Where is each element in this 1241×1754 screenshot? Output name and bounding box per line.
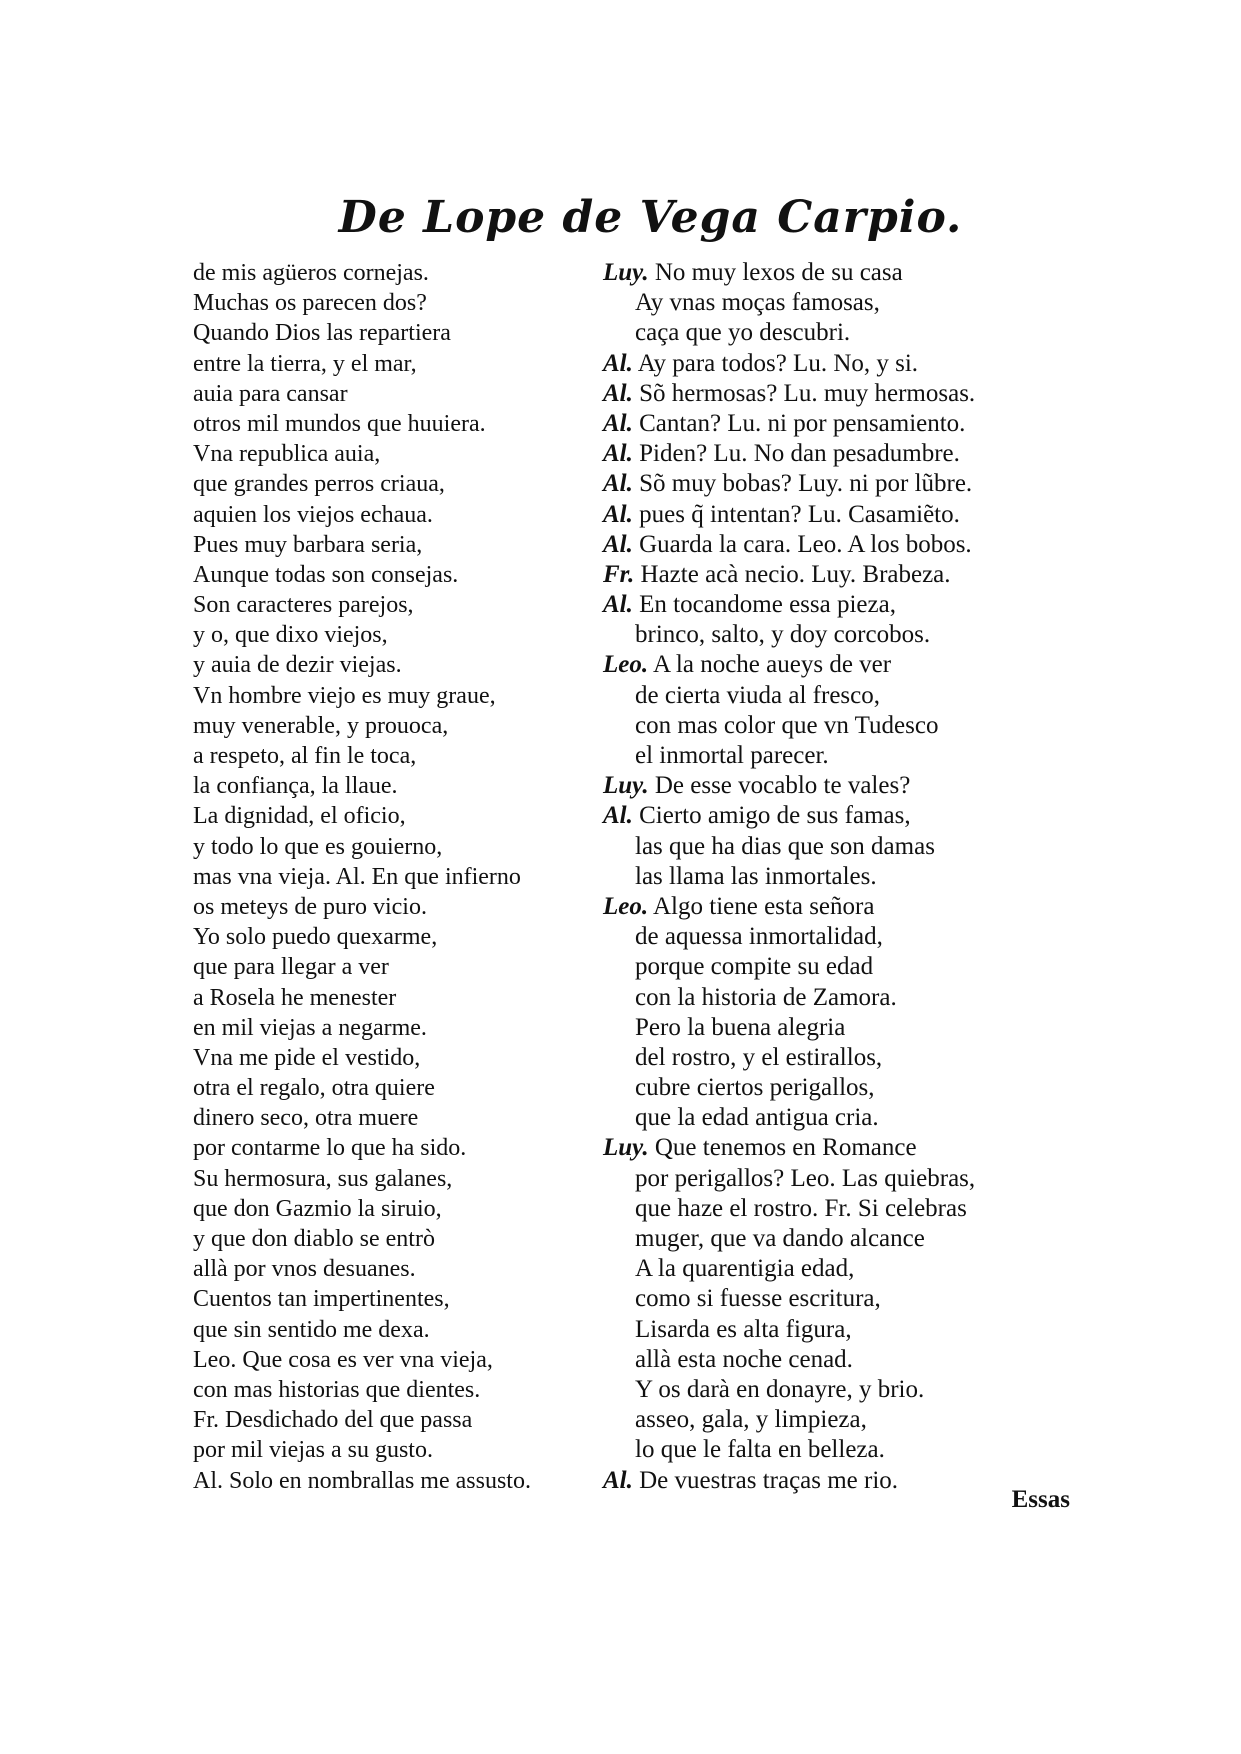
verse-text: A la noche aueys de ver bbox=[648, 651, 892, 679]
verse-line bbox=[603, 741, 1073, 771]
verse-text: pues q̃ intentan? Lu. Casamiẽto. bbox=[632, 500, 960, 528]
verse-line bbox=[603, 711, 1073, 741]
page-header: De Lope de Vega Carpio. bbox=[338, 192, 963, 243]
verse-line: y o, que dixo viejos, bbox=[193, 622, 388, 649]
verse-text: A la quarentigia edad, bbox=[635, 1255, 855, 1283]
verse-line: dinero seco, otra muere bbox=[193, 1105, 419, 1132]
verse-line: Pues muy barbara seria, bbox=[193, 531, 423, 558]
verse-text: de cierta viuda al fresco, bbox=[635, 681, 881, 709]
verse-line: auia para cansar bbox=[193, 380, 348, 407]
verse-line: Yo solo puedo quexarme, bbox=[193, 924, 438, 951]
verse-text: Algo tiene esta señora bbox=[648, 892, 875, 920]
verse-line: Leo. Que cosa es ver vna vieja, bbox=[193, 1346, 493, 1373]
speaker-label: Al. bbox=[603, 500, 633, 528]
verse-text: de aquessa inmortalidad, bbox=[635, 923, 883, 951]
verse-line bbox=[603, 349, 1073, 379]
verse-line: aquien los viejos echaua. bbox=[193, 501, 433, 528]
verse-line: en mil viejas a negarme. bbox=[193, 1014, 427, 1041]
verse-line bbox=[603, 258, 1073, 288]
verse-line: la confiança, la llaue. bbox=[193, 773, 398, 800]
verse-text: del rostro, y el estirallos, bbox=[635, 1043, 883, 1071]
verse-line: a respeto, al fin le toca, bbox=[193, 743, 417, 769]
verse-line: por mil viejas a su gusto. bbox=[193, 1437, 433, 1464]
verse-line bbox=[603, 862, 1073, 892]
speaker-label: Al. bbox=[603, 409, 633, 437]
verse-line bbox=[603, 1254, 1073, 1284]
verse-line bbox=[603, 1405, 1073, 1435]
verse-text: De vuestras traças me rio. bbox=[632, 1466, 899, 1494]
verse-line bbox=[603, 439, 1073, 469]
verse-line bbox=[603, 922, 1073, 952]
verse-text: Hazte acà necio. Luy. Brabeza. bbox=[634, 560, 951, 588]
catchword: Essas bbox=[1011, 1486, 1070, 1513]
verse-line: Al. Solo en nombrallas me assusto. bbox=[193, 1467, 531, 1494]
verse-text: que la edad antigua cria. bbox=[635, 1104, 879, 1132]
speaker-label: Al. bbox=[603, 591, 633, 619]
speaker-label: Al. bbox=[603, 530, 633, 558]
verse-line: mas vna vieja. Al. En que infierno bbox=[193, 863, 521, 890]
verse-line bbox=[603, 379, 1073, 409]
speaker-label: Al. bbox=[603, 470, 633, 498]
verse-text: brinco, salto, y doy corcobos. bbox=[635, 621, 931, 649]
speaker-label: Al. bbox=[603, 802, 633, 830]
verse-line bbox=[603, 288, 1073, 318]
right-column bbox=[603, 258, 1073, 1496]
verse-text: Ay vnas moças famosas, bbox=[635, 289, 880, 317]
verse-text: las llama las inmortales. bbox=[635, 862, 877, 890]
verse-line bbox=[603, 1315, 1073, 1345]
speaker-label: Al. bbox=[603, 1466, 633, 1494]
verse-text: Sõ muy bobas? Luy. ni por lũbre. bbox=[632, 470, 973, 498]
verse-line bbox=[603, 952, 1073, 982]
verse-line bbox=[603, 500, 1073, 530]
speaker-label: Fr. bbox=[603, 560, 635, 588]
verse-line: Vn hombre viejo es muy graue, bbox=[193, 682, 496, 709]
verse-line bbox=[603, 771, 1073, 801]
verse-text: con mas color que vn Tudesco bbox=[635, 711, 939, 739]
verse-line bbox=[603, 1345, 1073, 1375]
verse-line bbox=[603, 590, 1073, 620]
verse-line: entre la tierra, y el mar, bbox=[193, 350, 417, 377]
verse-line bbox=[603, 892, 1073, 922]
verse-text: Pero la buena alegria bbox=[635, 1013, 846, 1041]
verse-line bbox=[603, 983, 1073, 1013]
verse-line: Quando Dios las repartiera bbox=[193, 320, 451, 347]
verse-line bbox=[603, 318, 1073, 348]
verse-line: Vna republica auia, bbox=[193, 441, 381, 468]
verse-line: La dignidad, el oficio, bbox=[193, 803, 406, 830]
verse-line bbox=[603, 1194, 1073, 1224]
verse-line bbox=[603, 469, 1073, 499]
verse-line: por contarme lo que ha sido. bbox=[193, 1135, 467, 1162]
verse-line: Son caracteres parejos, bbox=[193, 592, 414, 619]
speaker-label: Luy. bbox=[603, 259, 649, 286]
verse-text: las que ha dias que son damas bbox=[635, 832, 935, 860]
verse-line bbox=[603, 1224, 1073, 1254]
verse-line bbox=[603, 832, 1073, 862]
verse-text: Sõ hermosas? Lu. muy hermosas. bbox=[632, 379, 976, 407]
verse-line: os meteys de puro vicio. bbox=[193, 893, 427, 920]
verse-text: Lisarda es alta figura, bbox=[635, 1315, 852, 1343]
verse-line: y auia de dezir viejas. bbox=[193, 652, 402, 679]
verse-text: porque compite su edad bbox=[635, 953, 874, 981]
verse-text: caça que yo descubri. bbox=[635, 319, 851, 347]
verse-line bbox=[603, 620, 1073, 650]
verse-text: asseo, gala, y limpieza, bbox=[635, 1406, 867, 1434]
verse-line bbox=[603, 409, 1073, 439]
speaker-label: Luy. bbox=[603, 1134, 649, 1162]
left-column bbox=[193, 258, 593, 1496]
verse-line: y todo lo que es gouierno, bbox=[193, 833, 443, 860]
verse-line: otra el regalo, otra quiere bbox=[193, 1075, 435, 1102]
verse-line: de mis agüeros cornejas. bbox=[193, 260, 429, 286]
verse-line: que sin sentido me dexa. bbox=[193, 1316, 430, 1343]
verse-line: a Rosela he menester bbox=[193, 984, 397, 1011]
verse-text: Guarda la cara. Leo. A los bobos. bbox=[632, 530, 972, 558]
verse-text: el inmortal parecer. bbox=[635, 742, 829, 769]
verse-line: muy venerable, y prouoca, bbox=[193, 712, 449, 739]
verse-line bbox=[603, 1013, 1073, 1043]
verse-line: que para llegar a ver bbox=[193, 954, 389, 981]
speaker-label: Al. bbox=[603, 440, 633, 468]
verse-text: No muy lexos de su casa bbox=[648, 259, 903, 286]
verse-line bbox=[603, 801, 1073, 831]
verse-text: muger, que va dando alcance bbox=[635, 1225, 925, 1252]
verse-text: De esse vocablo te vales? bbox=[648, 772, 911, 800]
verse-text: por perigallos? Leo. Las quiebras, bbox=[635, 1164, 976, 1192]
verse-line: que don Gazmio la siruio, bbox=[193, 1195, 442, 1222]
verse-line: Vna me pide el vestido, bbox=[193, 1044, 421, 1071]
verse-line: Su hermosura, sus galanes, bbox=[193, 1165, 453, 1192]
verse-line bbox=[603, 530, 1073, 560]
verse-line: y que don diablo se entrò bbox=[193, 1226, 435, 1252]
verse-line: allà por vnos desuanes. bbox=[193, 1256, 416, 1283]
verse-line: con mas historias que dientes. bbox=[193, 1376, 481, 1403]
verse-text: con la historia de Zamora. bbox=[635, 983, 897, 1011]
verse-text: Cierto amigo de sus famas, bbox=[632, 802, 911, 830]
speaker-label: Al. bbox=[603, 349, 633, 377]
verse-line bbox=[603, 1284, 1073, 1314]
verse-text: lo que le falta en belleza. bbox=[635, 1436, 885, 1464]
verse-line bbox=[603, 1103, 1073, 1133]
verse-text: Piden? Lu. No dan pesadumbre. bbox=[632, 440, 960, 468]
verse-line bbox=[603, 1133, 1073, 1163]
speaker-label: Leo. bbox=[603, 892, 649, 920]
verse-text: que haze el rostro. Fr. Si celebras bbox=[635, 1194, 967, 1222]
verse-line bbox=[603, 1073, 1073, 1103]
verse-line bbox=[603, 1164, 1073, 1194]
verse-text: En tocandome essa pieza, bbox=[632, 591, 896, 619]
verse-line bbox=[603, 1043, 1073, 1073]
verse-line bbox=[603, 560, 1073, 590]
verse-line: Aunque todas son consejas. bbox=[193, 561, 459, 588]
speaker-label: Leo. bbox=[603, 651, 649, 679]
verse-line bbox=[603, 681, 1073, 711]
verse-line: Muchas os parecen dos? bbox=[193, 290, 427, 317]
verse-line: Fr. Desdichado del que passa bbox=[193, 1407, 473, 1434]
verse-line bbox=[603, 1375, 1073, 1405]
speaker-label: Al. bbox=[603, 379, 633, 407]
speaker-label: Luy. bbox=[603, 772, 649, 800]
verse-text: Ay para todos? Lu. No, y si. bbox=[632, 349, 919, 377]
verse-text: cubre ciertos perigallos, bbox=[635, 1074, 875, 1102]
verse-line: Cuentos tan impertinentes, bbox=[193, 1286, 450, 1313]
verse-line: otros mil mundos que huuiera. bbox=[193, 410, 486, 437]
verse-text: allà esta noche cenad. bbox=[635, 1345, 853, 1373]
verse-text: como si fuesse escritura, bbox=[635, 1285, 881, 1313]
verse-text: Cantan? Lu. ni por pensamiento. bbox=[632, 409, 966, 437]
verse-line bbox=[603, 1435, 1073, 1465]
verse-line: que grandes perros criaua, bbox=[193, 471, 445, 498]
verse-text: Y os darà en donayre, y brio. bbox=[635, 1375, 925, 1403]
verse-line bbox=[603, 650, 1073, 680]
verse-text: Que tenemos en Romance bbox=[648, 1134, 917, 1162]
